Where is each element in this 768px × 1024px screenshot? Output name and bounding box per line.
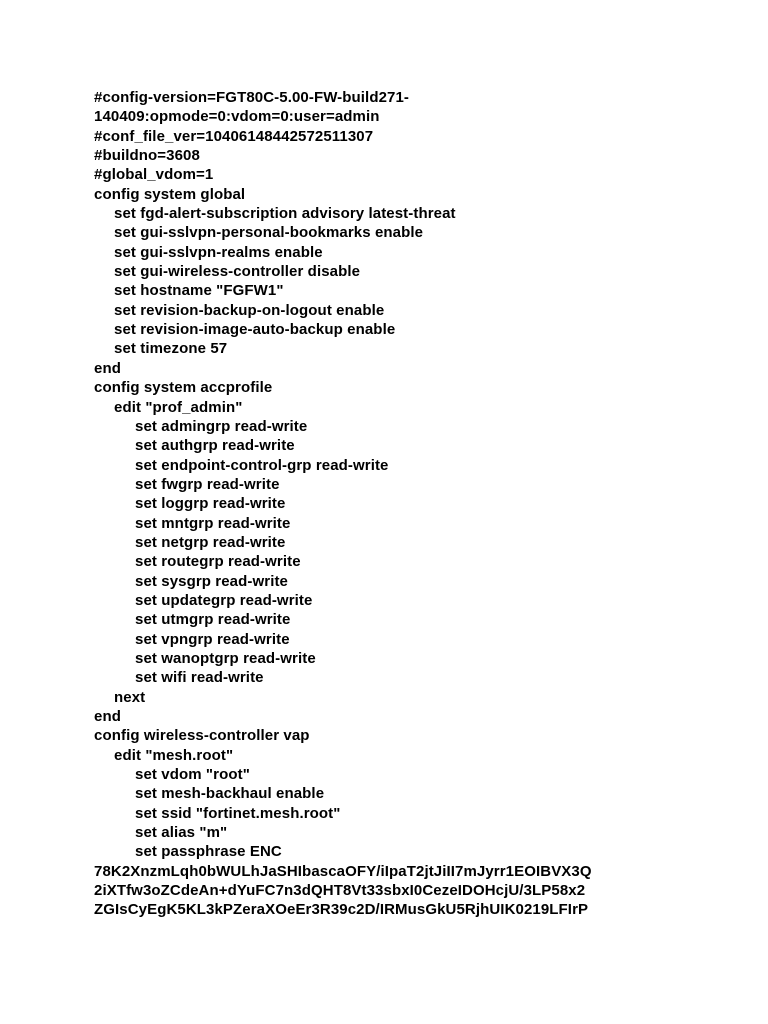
config-line: set routegrp read-write [135,553,301,571]
config-line: set vdom "root" [135,766,250,784]
config-line: set wifi read-write [135,669,264,687]
config-line: set ssid "fortinet.mesh.root" [135,804,341,822]
config-line: 140409:opmode=0:vdom=0:user=admin [94,108,380,126]
config-line: set revision-image-auto-backup enable [114,321,396,339]
config-line: set vpngrp read-write [135,630,290,648]
config-line: set gui-sslvpn-personal-bookmarks enable [114,224,424,242]
config-line: set timezone 57 [114,340,228,358]
config-line: edit "prof_admin" [114,398,243,416]
config-line: set gui-wireless-controller disable [114,263,361,281]
config-line: end [94,359,121,377]
config-line: set mntgrp read-write [135,514,291,532]
config-line: 78K2XnzmLqh0bWULhJaSHIbascaOFY/iIpaT2jtJiII7mJyrr1EOIBVX3Q [94,862,592,880]
config-line: #config-version=FGT80C-5.00-FW-build271- [94,89,410,106]
config-line: set hostname "FGFW1" [114,282,284,300]
config-text-block [94,88,754,920]
config-line: set admingrp read-write [135,417,308,435]
config-line: #conf_file_ver=10406148442572511307 [94,127,374,145]
config-line: set mesh-backhaul enable [135,785,325,803]
config-line: set revision-backup-on-logout enable [114,301,385,319]
config-line: set loggrp read-write [135,495,286,513]
config-line: set fwgrp read-write [135,475,280,493]
config-line: set authgrp read-write [135,437,295,455]
config-line: set fgd-alert-subscription advisory latest-threat [114,205,456,223]
config-line: set gui-sslvpn-realms enable [114,243,323,261]
config-line: set passphrase ENC [135,843,282,861]
config-line: 2iXTfw3oZCdeAn+dYuFC7n3dQHT8Vt33sbxI0CezeIDOHcjU/3LP58x2 [94,882,586,900]
config-line: #buildno=3608 [94,147,200,165]
config-line: ZGIsCyEgK5KL3kPZeraXOeEr3R39c2D/IRMusGkU5RjhUIK0219LFIrP [94,901,589,919]
config-line: config system accprofile [94,379,273,397]
config-line: set utmgrp read-write [135,611,291,629]
config-line: end [94,708,121,725]
config-line: set sysgrp read-write [135,572,288,590]
config-line: #global_vdom=1 [94,166,214,184]
config-line: set netgrp read-write [135,533,286,551]
config-line: set endpoint-control-grp read-write [135,456,389,474]
config-line: set alias "m" [135,824,228,842]
config-line: config wireless-controller vap [94,727,310,745]
config-line: config system global [94,185,246,203]
config-line: next [114,688,146,706]
config-line: set updategrp read-write [135,591,313,609]
config-line: set wanoptgrp read-write [135,649,316,667]
config-line: edit "mesh.root" [114,746,234,764]
